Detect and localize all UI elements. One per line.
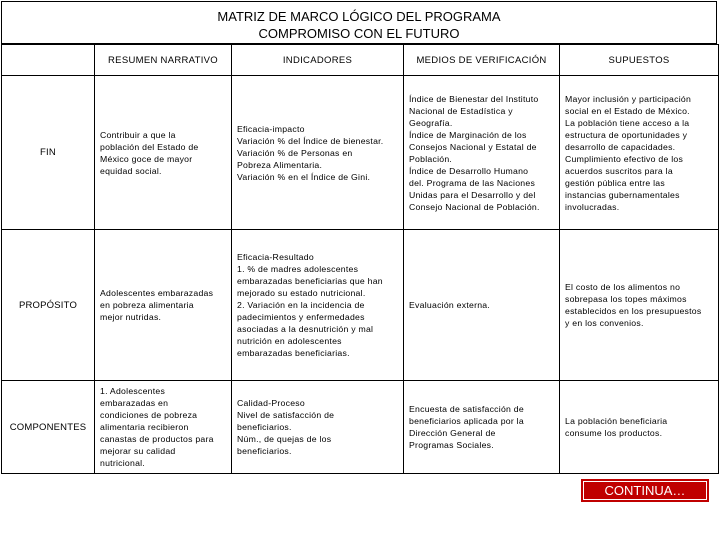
text-line: consume los productos. xyxy=(565,428,663,438)
text-line: Dirección General de xyxy=(409,428,496,438)
text-line: Mayor inclusión y participación xyxy=(565,93,692,104)
text-line: en pobreza alimentaria xyxy=(100,300,194,310)
page-title-line-1: MATRIZ DE MARCO LÓGICO DEL PROGRAMA xyxy=(217,9,501,24)
text-line: mejorar su calidad xyxy=(100,446,176,456)
text-line: Variación % de Personas en xyxy=(237,147,353,158)
text-line: México goce de mayor xyxy=(100,153,193,164)
header-resumen-narrativo: RESUMEN NARRATIVO xyxy=(95,45,232,76)
text-line: embarazadas en xyxy=(100,398,169,408)
text-line: Variación % en el Índice de Gini. xyxy=(237,171,371,182)
page-title-line-2: COMPROMISO CON EL FUTURO xyxy=(258,26,460,41)
text-line: Calidad-Proceso xyxy=(237,398,305,408)
text-line: Índice de Marginación de los xyxy=(409,129,527,140)
text-line: asociadas a la desnutrición y mal xyxy=(237,324,374,334)
text-line: La población tiene acceso a la xyxy=(565,117,690,128)
text-line: 1. Adolescentes xyxy=(100,386,166,396)
fin-resumen-cell xyxy=(95,76,232,230)
fin-supuestos-cell xyxy=(560,76,719,230)
text-line: Población. xyxy=(409,153,453,164)
text-line: La población beneficiaria xyxy=(565,416,668,426)
text-line: condiciones de pobreza xyxy=(100,410,198,420)
text-line: gestión pública entre las xyxy=(565,177,665,188)
text-line: social en el Estado de México. xyxy=(565,105,690,116)
componentes-medios-cell xyxy=(404,381,560,474)
text-line: El costo de los alimentos no xyxy=(565,282,681,292)
text-line: nutrición en adolescentes xyxy=(237,336,342,346)
componentes-indicadores-cell xyxy=(232,381,404,474)
text-line: Consejo Nacional de Población. xyxy=(409,201,540,212)
text-line: sobrepasa los topes máximos xyxy=(565,294,687,304)
text-line: equidad social. xyxy=(100,165,162,176)
row-label-componentes: COMPONENTES xyxy=(2,381,95,474)
text-line: 2. Variación en la incidencia de xyxy=(237,300,365,310)
text-line: Adolescentes embarazadas xyxy=(100,288,214,298)
proposito-supuestos-cell xyxy=(560,230,719,381)
proposito-medios-cell xyxy=(404,230,560,381)
fin-indicadores-cell xyxy=(232,76,404,230)
text-line: Evaluación externa. xyxy=(409,300,491,310)
text-line: establecidos en los presupuestos xyxy=(565,306,702,316)
text-line: beneficiarios aplicada por la xyxy=(409,416,524,426)
text-line: embarazadas beneficiarias que han xyxy=(237,276,383,286)
logical-framework-matrix xyxy=(1,44,719,474)
componentes-resumen-cell xyxy=(95,381,232,474)
text-line: mejorado su estado nutricional. xyxy=(237,288,366,298)
text-line: instancias gubernamentales xyxy=(565,189,680,200)
text-line: Consejos Nacional y Estatal de xyxy=(409,141,537,152)
text-line: Nivel de satisfacción de xyxy=(237,410,335,420)
header-medios-verificacion: MEDIOS DE VERIFICACIÓN xyxy=(404,45,560,76)
fin-medios-cell xyxy=(404,76,560,230)
text-line: Encuesta de satisfacción de xyxy=(409,404,524,414)
text-line: Pobreza Alimentaria. xyxy=(237,159,323,170)
text-line: del. Programa de las Naciones xyxy=(409,177,536,188)
continua-button[interactable] xyxy=(581,479,709,502)
text-line: Unidas para el Desarrollo y del xyxy=(409,189,536,200)
text-line: Geografía. xyxy=(409,117,453,128)
text-line: estructura de oportunidades y xyxy=(565,129,688,140)
row-label-fin: FIN xyxy=(2,76,95,230)
table-row-componentes xyxy=(2,381,719,474)
componentes-supuestos-cell xyxy=(560,381,719,474)
text-line: y en los convenios. xyxy=(565,318,644,328)
proposito-indicadores-cell xyxy=(232,230,404,381)
text-line: Índice de Bienestar del Instituto xyxy=(409,93,539,104)
text-line: Eficacia-impacto xyxy=(237,123,305,134)
text-line: involucradas. xyxy=(565,201,620,212)
text-line: mejor nutridas. xyxy=(100,312,162,322)
header-indicadores: INDICADORES xyxy=(232,45,404,76)
continua-label: CONTINUA… xyxy=(583,481,707,500)
text-line: acuerdos suscritos para la xyxy=(565,165,673,176)
text-line: desarrollo de capacidades. xyxy=(565,141,676,152)
text-line: beneficiarios. xyxy=(237,446,292,456)
text-line: canastas de productos para xyxy=(100,434,214,444)
title-box xyxy=(1,1,717,44)
proposito-resumen-cell xyxy=(95,230,232,381)
text-line: población del Estado de xyxy=(100,141,199,152)
header-row xyxy=(2,45,719,76)
text-line: padecimientos y enfermedades xyxy=(237,312,365,322)
text-line: embarazadas beneficiarias. xyxy=(237,348,350,358)
header-supuestos: SUPUESTOS xyxy=(560,45,719,76)
table-row-fin xyxy=(2,76,719,230)
row-label-proposito: PROPÓSITO xyxy=(2,230,95,381)
text-line: Variación % del Índice de bienestar. xyxy=(237,135,384,146)
text-line: Eficacia-Resultado xyxy=(237,252,314,262)
text-line: 1. % de madres adolescentes xyxy=(237,264,359,274)
text-line: Núm., de quejas de los xyxy=(237,434,332,444)
table-row-proposito xyxy=(2,230,719,381)
text-line: nutricional. xyxy=(100,458,146,468)
text-line: beneficiarios. xyxy=(237,422,292,432)
text-line: alimentaria recibieron xyxy=(100,422,189,432)
text-line: Programas Sociales. xyxy=(409,440,494,450)
text-line: Índice de Desarrollo Humano xyxy=(409,165,529,176)
text-line: Contribuir a que la xyxy=(100,129,176,140)
text-line: Cumplimiento efectivo de los xyxy=(565,153,684,164)
header-corner xyxy=(2,45,95,76)
text-line: Nacional de Estadística y xyxy=(409,105,513,116)
